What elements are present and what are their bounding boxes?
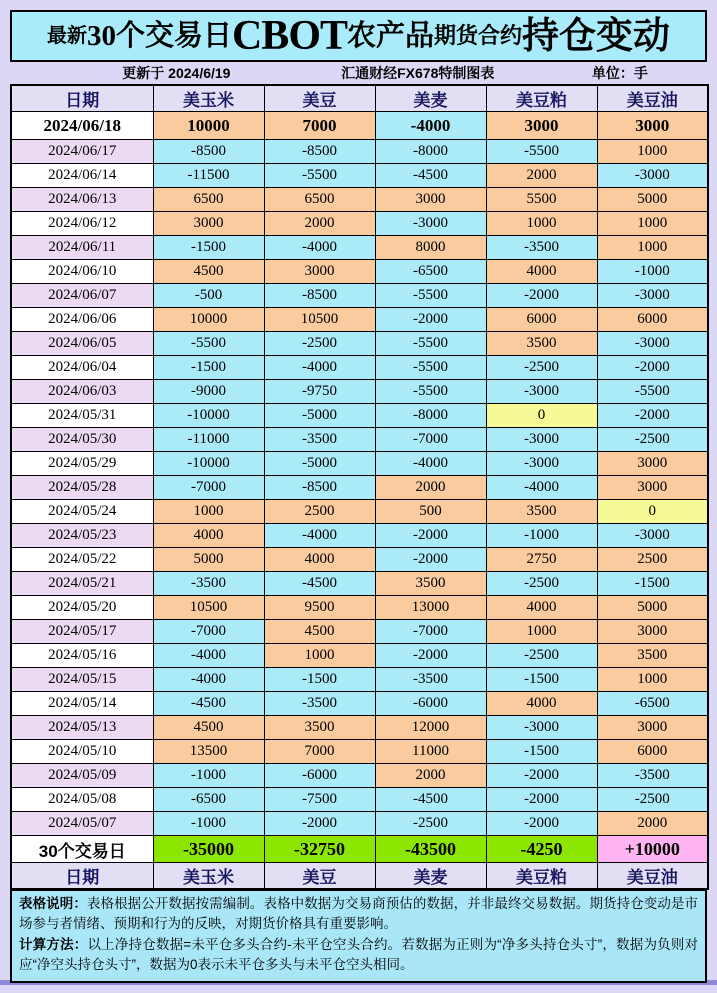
value-cell: -3500: [153, 572, 264, 596]
table-row: [11, 716, 708, 740]
value-cell: -3000: [597, 524, 708, 548]
value-cell: 10500: [153, 596, 264, 620]
value-cell: -8000: [375, 404, 486, 428]
value-cell: -3000: [486, 380, 597, 404]
footer-col-soybean: 美豆: [264, 863, 375, 890]
value-cell: -7000: [153, 476, 264, 500]
table-row: [11, 236, 708, 260]
footer-col-soymeal: 美豆粕: [486, 863, 597, 890]
title-part: 农产品: [347, 19, 435, 52]
summary-row: [11, 836, 708, 863]
value-cell: 7000: [264, 740, 375, 764]
value-cell: 1000: [153, 500, 264, 524]
summary-value-cell: -4250: [486, 836, 597, 863]
value-cell: 1000: [597, 140, 708, 164]
value-cell: -1000: [486, 524, 597, 548]
value-cell: -7000: [153, 620, 264, 644]
value-cell: 3000: [375, 188, 486, 212]
value-cell: 11000: [375, 740, 486, 764]
value-cell: -4500: [375, 788, 486, 812]
value-cell: 3000: [597, 112, 708, 140]
table-row: [11, 284, 708, 308]
value-cell: -1500: [153, 236, 264, 260]
table-row: [11, 380, 708, 404]
value-cell: -2500: [264, 332, 375, 356]
value-cell: 4000: [486, 260, 597, 284]
value-cell: 1000: [486, 620, 597, 644]
title-part: 持仓变动: [522, 15, 671, 57]
value-cell: 3500: [597, 644, 708, 668]
value-cell: 5000: [153, 548, 264, 572]
footer-col-wheat: 美麦: [375, 863, 486, 890]
value-cell: -3500: [264, 428, 375, 452]
date-cell: 2024/05/10: [11, 740, 153, 764]
col-header-soymeal: 美豆粕: [486, 85, 597, 112]
value-cell: -2000: [486, 764, 597, 788]
date-cell: 2024/05/31: [11, 404, 153, 428]
value-cell: 2500: [597, 548, 708, 572]
unit-label: 单位：手: [591, 65, 648, 81]
footer-col-soyoil: 美豆油: [597, 863, 708, 890]
value-cell: -2500: [486, 356, 597, 380]
value-cell: 5000: [597, 596, 708, 620]
value-cell: 6000: [486, 308, 597, 332]
footer-col-date: 日期: [11, 863, 153, 890]
date-cell: 2024/06/12: [11, 212, 153, 236]
value-cell: -1000: [153, 764, 264, 788]
date-cell: 2024/05/16: [11, 644, 153, 668]
date-cell: 2024/06/05: [11, 332, 153, 356]
value-cell: -5500: [375, 380, 486, 404]
page-title: [10, 10, 707, 62]
value-cell: 2000: [597, 812, 708, 836]
table-row: [11, 764, 708, 788]
date-cell: 2024/05/20: [11, 596, 153, 620]
value-cell: 6500: [264, 188, 375, 212]
date-cell: 2024/05/30: [11, 428, 153, 452]
value-cell: 2500: [264, 500, 375, 524]
value-cell: -1500: [597, 572, 708, 596]
value-cell: -6500: [375, 260, 486, 284]
value-cell: -2000: [375, 644, 486, 668]
value-cell: -7500: [264, 788, 375, 812]
table-row: [11, 452, 708, 476]
summary-value-cell: +10000: [597, 836, 708, 863]
value-cell: -2500: [597, 428, 708, 452]
value-cell: -1000: [597, 260, 708, 284]
value-cell: -10000: [153, 452, 264, 476]
value-cell: -4500: [153, 692, 264, 716]
value-cell: -3000: [597, 164, 708, 188]
date-cell: 2024/06/11: [11, 236, 153, 260]
value-cell: -4000: [375, 112, 486, 140]
date-cell: 2024/05/23: [11, 524, 153, 548]
value-cell: -3500: [375, 668, 486, 692]
value-cell: -3000: [597, 284, 708, 308]
value-cell: 3000: [597, 476, 708, 500]
value-cell: -5500: [486, 140, 597, 164]
value-cell: 10000: [153, 308, 264, 332]
value-cell: 2000: [264, 212, 375, 236]
value-cell: 6000: [597, 308, 708, 332]
title-part: 30个交易日: [86, 19, 232, 52]
value-cell: -4000: [153, 668, 264, 692]
date-cell: 2024/05/22: [11, 548, 153, 572]
table-row: [11, 332, 708, 356]
value-cell: -4500: [375, 164, 486, 188]
value-cell: 1000: [597, 668, 708, 692]
value-cell: 3000: [153, 212, 264, 236]
value-cell: 1000: [486, 212, 597, 236]
value-cell: 2750: [486, 548, 597, 572]
value-cell: -2000: [486, 812, 597, 836]
value-cell: 500: [375, 500, 486, 524]
value-cell: -5500: [375, 332, 486, 356]
updated-date: 更新于 2024/6/19: [122, 65, 231, 81]
table-row: [11, 620, 708, 644]
table-row: [11, 692, 708, 716]
value-cell: 2000: [375, 764, 486, 788]
value-cell: 6500: [153, 188, 264, 212]
value-cell: 1000: [264, 644, 375, 668]
date-cell: 2024/06/17: [11, 140, 153, 164]
value-cell: -4000: [153, 644, 264, 668]
value-cell: -1500: [264, 668, 375, 692]
value-cell: -5000: [264, 404, 375, 428]
value-cell: -1500: [153, 356, 264, 380]
table-row: [11, 524, 708, 548]
value-cell: 4000: [264, 548, 375, 572]
table-row: [11, 668, 708, 692]
value-cell: -5500: [264, 164, 375, 188]
value-cell: -2500: [486, 644, 597, 668]
value-cell: -2500: [597, 788, 708, 812]
value-cell: -4000: [486, 476, 597, 500]
value-cell: 10500: [264, 308, 375, 332]
value-cell: -11000: [153, 428, 264, 452]
note-explanation-label: 表格说明：: [19, 896, 87, 911]
date-cell: 2024/06/18: [11, 112, 153, 140]
value-cell: -4000: [264, 356, 375, 380]
value-cell: -3000: [375, 212, 486, 236]
table-row: [11, 164, 708, 188]
value-cell: -2500: [486, 572, 597, 596]
title-part: 最新: [46, 25, 87, 47]
value-cell: 2000: [375, 476, 486, 500]
footer-col-corn: 美玉米: [153, 863, 264, 890]
table-row: [11, 812, 708, 836]
date-cell: 2024/05/13: [11, 716, 153, 740]
table-row: [11, 740, 708, 764]
col-header-date: 日期: [11, 85, 153, 112]
summary-value-cell: -43500: [375, 836, 486, 863]
value-cell: -2000: [375, 308, 486, 332]
date-cell: 2024/05/21: [11, 572, 153, 596]
value-cell: -7000: [375, 428, 486, 452]
col-header-soyoil: 美豆油: [597, 85, 708, 112]
title-part: 期货合约: [434, 23, 523, 48]
value-cell: -8500: [264, 284, 375, 308]
date-cell: 2024/05/09: [11, 764, 153, 788]
note-method-label: 计算方法：: [19, 936, 88, 952]
value-cell: -2000: [264, 812, 375, 836]
value-cell: -2000: [597, 356, 708, 380]
value-cell: 3000: [597, 620, 708, 644]
table-row: [11, 308, 708, 332]
value-cell: -4000: [375, 452, 486, 476]
value-cell: -2000: [375, 548, 486, 572]
table-header: [11, 85, 708, 112]
value-cell: 3500: [375, 572, 486, 596]
value-cell: -8500: [264, 140, 375, 164]
value-cell: 7000: [264, 112, 375, 140]
value-cell: -6000: [264, 764, 375, 788]
value-cell: -2000: [486, 788, 597, 812]
value-cell: 6000: [597, 740, 708, 764]
value-cell: 4000: [486, 692, 597, 716]
value-cell: -3000: [597, 332, 708, 356]
value-cell: -6500: [597, 692, 708, 716]
title-part: CBOT: [231, 13, 347, 59]
value-cell: 3500: [486, 332, 597, 356]
table-row: [11, 260, 708, 284]
value-cell: -4000: [264, 236, 375, 260]
value-cell: -2000: [486, 284, 597, 308]
value-cell: -2500: [375, 812, 486, 836]
date-cell: 2024/06/10: [11, 260, 153, 284]
table-row: [11, 140, 708, 164]
value-cell: 3000: [486, 112, 597, 140]
value-cell: 3000: [597, 452, 708, 476]
value-cell: -8000: [375, 140, 486, 164]
value-cell: -6500: [153, 788, 264, 812]
value-cell: -5500: [375, 284, 486, 308]
value-cell: -1500: [486, 740, 597, 764]
value-cell: -7000: [375, 620, 486, 644]
value-cell: -2000: [597, 404, 708, 428]
value-cell: 0: [486, 404, 597, 428]
date-cell: 2024/06/14: [11, 164, 153, 188]
table-row: [11, 644, 708, 668]
value-cell: -8500: [153, 140, 264, 164]
value-cell: -3500: [264, 692, 375, 716]
source-label: 汇通财经FX678特制图表: [341, 65, 495, 81]
value-cell: 4000: [153, 524, 264, 548]
value-cell: 3000: [264, 260, 375, 284]
table-row: [11, 428, 708, 452]
note-explanation: [19, 894, 698, 935]
value-cell: 13500: [153, 740, 264, 764]
date-cell: 2024/06/06: [11, 308, 153, 332]
table-row: [11, 212, 708, 236]
value-cell: -1000: [153, 812, 264, 836]
col-header-soybean: 美豆: [264, 85, 375, 112]
value-cell: -10000: [153, 404, 264, 428]
table-footer: [11, 836, 708, 890]
date-cell: 2024/06/04: [11, 356, 153, 380]
value-cell: 1000: [597, 236, 708, 260]
table-row: [11, 548, 708, 572]
date-cell: 2024/05/15: [11, 668, 153, 692]
note-explanation-text: 表格根据公开数据按需编制。表格中数据为交易商预估的数据，并非最终交易数据。期货持仓变动是市场参与者情绪、预期和行为的反映，对期货价格具有重要影响。: [19, 896, 699, 932]
value-cell: 8000: [375, 236, 486, 260]
value-cell: -3500: [486, 236, 597, 260]
table-row: [11, 112, 708, 140]
value-cell: 4000: [486, 596, 597, 620]
value-cell: -1500: [486, 668, 597, 692]
table-row: [11, 788, 708, 812]
footer-header-row: [11, 863, 708, 890]
date-cell: 2024/05/24: [11, 500, 153, 524]
table-row: [11, 572, 708, 596]
date-cell: 2024/05/28: [11, 476, 153, 500]
value-cell: -5000: [264, 452, 375, 476]
value-cell: 9500: [264, 596, 375, 620]
value-cell: 5500: [486, 188, 597, 212]
summary-label: 30个交易日: [11, 836, 153, 863]
table-row: [11, 404, 708, 428]
value-cell: 0: [597, 500, 708, 524]
value-cell: -2000: [375, 524, 486, 548]
table-row: [11, 596, 708, 620]
date-cell: 2024/06/03: [11, 380, 153, 404]
value-cell: 4500: [153, 716, 264, 740]
summary-value-cell: -35000: [153, 836, 264, 863]
value-cell: 3500: [264, 716, 375, 740]
value-cell: -3000: [486, 428, 597, 452]
note-method-text: 以上净持仓数据=未平仓多头合约-未平仓空头合约。若数据为正则为“净多头持仓头寸”，数据为负则对应“净空头持仓头寸”，数据为0表示未平仓多头与未平仓空头相同。: [19, 936, 699, 972]
value-cell: -4000: [264, 524, 375, 548]
value-cell: -4500: [264, 572, 375, 596]
value-cell: -5500: [597, 380, 708, 404]
date-cell: 2024/06/13: [11, 188, 153, 212]
notes-box: [10, 890, 707, 983]
value-cell: -3000: [486, 452, 597, 476]
value-cell: 12000: [375, 716, 486, 740]
table-body: [11, 112, 708, 836]
value-cell: -6000: [375, 692, 486, 716]
header-row: [11, 85, 708, 112]
value-cell: 1000: [597, 212, 708, 236]
table-row: [11, 188, 708, 212]
date-cell: 2024/06/07: [11, 284, 153, 308]
value-cell: -3000: [486, 716, 597, 740]
positions-table: [10, 84, 709, 890]
col-header-wheat: 美麦: [375, 85, 486, 112]
value-cell: 4500: [264, 620, 375, 644]
date-cell: 2024/05/29: [11, 452, 153, 476]
value-cell: 3500: [486, 500, 597, 524]
col-header-corn: 美玉米: [153, 85, 264, 112]
subtitle-bar: [10, 62, 707, 84]
table-row: [11, 500, 708, 524]
value-cell: 10000: [153, 112, 264, 140]
value-cell: -8500: [264, 476, 375, 500]
value-cell: 5000: [597, 188, 708, 212]
value-cell: -11500: [153, 164, 264, 188]
table-row: [11, 356, 708, 380]
value-cell: 2000: [486, 164, 597, 188]
value-cell: 3000: [597, 716, 708, 740]
value-cell: 4500: [153, 260, 264, 284]
value-cell: 13000: [375, 596, 486, 620]
value-cell: -500: [153, 284, 264, 308]
value-cell: -3500: [597, 764, 708, 788]
date-cell: 2024/05/08: [11, 788, 153, 812]
value-cell: -9000: [153, 380, 264, 404]
value-cell: -5500: [153, 332, 264, 356]
date-cell: 2024/05/17: [11, 620, 153, 644]
value-cell: -9750: [264, 380, 375, 404]
note-method: [19, 935, 698, 976]
value-cell: -5500: [375, 356, 486, 380]
summary-value-cell: -32750: [264, 836, 375, 863]
date-cell: 2024/05/07: [11, 812, 153, 836]
table-row: [11, 476, 708, 500]
date-cell: 2024/05/14: [11, 692, 153, 716]
